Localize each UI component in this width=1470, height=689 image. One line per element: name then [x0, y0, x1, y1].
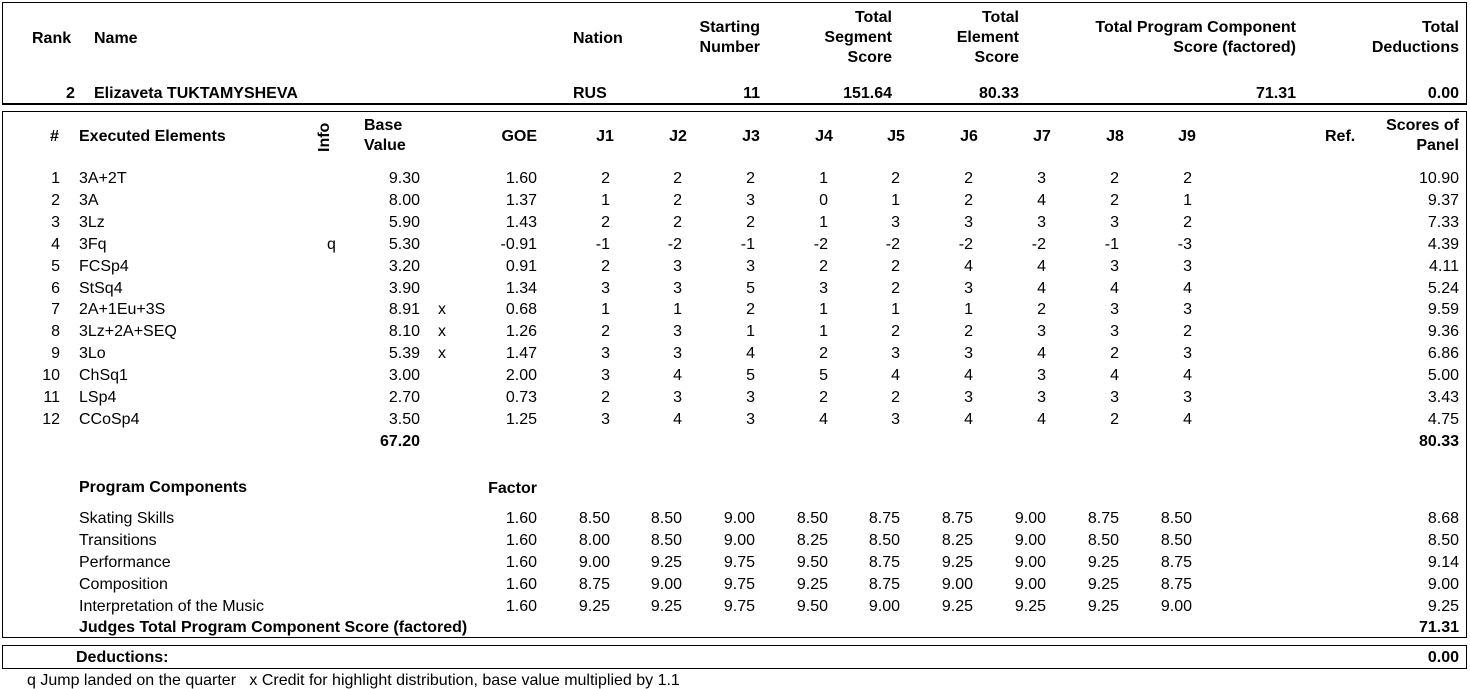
element-panel-score: 3.43 — [1427, 389, 1459, 406]
element-goe: 0.73 — [505, 389, 537, 406]
element-judge-score-j4: -2 — [813, 235, 828, 253]
starting-number-label-line-2: Number — [699, 39, 760, 56]
judge-header-j1: J1 — [596, 128, 614, 145]
skater-pcs: 71.31 — [1255, 85, 1296, 102]
element-judge-score-j1: 1 — [601, 191, 610, 209]
element-code: 2A+1Eu+3S — [79, 301, 166, 319]
element-judge-score-j4: 1 — [819, 323, 828, 341]
element-judge-score-j6: 3 — [964, 279, 973, 297]
component-judge-score-j2: 8.50 — [650, 532, 682, 549]
element-number: 12 — [42, 410, 60, 428]
element-panel-score: 5.24 — [1427, 279, 1459, 297]
element-judge-score-j4: 5 — [819, 367, 828, 385]
judge-header-j8: J8 — [1106, 128, 1124, 145]
element-judge-score-j7: 3 — [1037, 323, 1046, 341]
element-number: 1 — [51, 170, 60, 187]
element-base-value: 8.91 — [388, 301, 420, 319]
element-judge-score-j7: 3 — [1037, 213, 1046, 231]
element-number: 7 — [51, 301, 60, 319]
skater-tss: 151.64 — [843, 85, 892, 102]
element-judge-score-j4: 1 — [819, 213, 828, 231]
element-judge-score-j7: 4 — [1037, 345, 1046, 363]
element-panel-score: 5.00 — [1427, 367, 1459, 385]
component-judge-score-j3: 9.75 — [723, 554, 755, 571]
component-judge-score-j1: 8.75 — [578, 576, 610, 593]
element-base-value: 2.70 — [388, 389, 420, 406]
element-judge-score-j1: 3 — [601, 279, 610, 297]
element-judge-score-j1: 2 — [601, 323, 610, 341]
component-name: Composition — [79, 576, 168, 593]
element-judge-score-j2: 1 — [673, 301, 682, 319]
component-factor: 1.60 — [505, 532, 537, 549]
element-judge-score-j6: 2 — [964, 170, 973, 187]
component-judge-score-j2: 9.00 — [650, 576, 682, 593]
component-judge-score-j4: 8.25 — [796, 532, 828, 549]
element-code: ChSq1 — [79, 367, 128, 385]
element-judge-score-j6: 4 — [964, 410, 973, 428]
element-code: LSp4 — [79, 389, 117, 406]
element-judge-score-j6: 2 — [964, 323, 973, 341]
element-number: 4 — [51, 235, 60, 253]
judge-header-j9: J9 — [1178, 128, 1196, 145]
element-judge-score-j9: 2 — [1183, 213, 1192, 231]
element-goe: 1.43 — [505, 213, 537, 231]
element-judge-score-j4: 2 — [819, 389, 828, 406]
element-judge-score-j8: 3 — [1110, 257, 1119, 275]
component-judge-score-j3: 9.75 — [723, 598, 755, 615]
element-code: 3Lz+2A+SEQ — [79, 323, 177, 341]
skater-deductions: 0.00 — [1427, 85, 1459, 102]
element-judge-score-j2: 4 — [673, 367, 682, 385]
element-number: 3 — [51, 213, 60, 231]
component-judge-score-j5: 8.50 — [868, 532, 900, 549]
component-judge-score-j4: 8.50 — [796, 510, 828, 527]
tss-label-line-1: Total — [854, 9, 892, 26]
component-judge-score-j9: 9.00 — [1160, 598, 1192, 615]
component-judge-score-j2: 9.25 — [650, 598, 682, 615]
component-judge-score-j2: 9.25 — [650, 554, 682, 571]
base-value-header-line-1: Base — [364, 117, 403, 134]
element-number: 10 — [42, 367, 60, 385]
elements-panel-total: 80.33 — [1418, 433, 1459, 450]
component-panel-score: 9.25 — [1427, 598, 1459, 615]
element-judge-score-j4: 0 — [819, 191, 828, 209]
component-judge-score-j9: 8.50 — [1160, 510, 1192, 527]
deductions-header-label-line-1: Total — [1421, 19, 1459, 36]
component-judge-score-j1: 9.25 — [578, 598, 610, 615]
component-judge-score-j3: 9.00 — [723, 510, 755, 527]
element-bonus-marker: x — [438, 301, 446, 319]
element-judge-score-j2: 2 — [673, 191, 682, 209]
element-judge-score-j7: 2 — [1037, 301, 1046, 319]
element-judge-score-j5: 2 — [891, 279, 900, 297]
judge-header-j7: J7 — [1033, 128, 1051, 145]
element-judge-score-j5: 3 — [891, 410, 900, 428]
element-judge-score-j6: 4 — [964, 367, 973, 385]
rank-label: Rank — [32, 30, 72, 47]
program-components-header: Program Components — [79, 479, 248, 496]
element-judge-score-j7: 3 — [1037, 389, 1046, 406]
skater-summary-divider — [2, 103, 1467, 104]
element-base-value: 8.00 — [388, 191, 420, 209]
element-judge-score-j3: 3 — [746, 257, 755, 275]
component-judge-score-j3: 9.00 — [723, 532, 755, 549]
element-goe: 1.25 — [505, 410, 537, 428]
element-judge-score-j2: 2 — [673, 213, 682, 231]
element-judge-score-j6: 3 — [964, 213, 973, 231]
element-panel-score: 4.75 — [1427, 410, 1459, 428]
element-goe: 2.00 — [505, 367, 537, 385]
element-goe: 1.34 — [505, 279, 537, 297]
tes-label-line-3: Score — [974, 49, 1019, 66]
element-judge-score-j3: 2 — [746, 301, 755, 319]
element-judge-score-j1: 2 — [601, 257, 610, 275]
element-judge-score-j7: 3 — [1037, 170, 1046, 187]
element-judge-score-j9: 4 — [1183, 279, 1192, 297]
element-judge-score-j6: 2 — [964, 191, 973, 209]
element-judge-score-j4: 3 — [819, 279, 828, 297]
element-judge-score-j8: 4 — [1110, 367, 1119, 385]
element-judge-score-j9: 3 — [1183, 257, 1192, 275]
element-code: 3Lz — [79, 213, 105, 231]
starting-number-label-line-1: Starting — [699, 19, 760, 36]
element-judge-score-j4: 2 — [819, 257, 828, 275]
element-judge-score-j3: 5 — [746, 279, 755, 297]
judge-header-j3: J3 — [742, 128, 760, 145]
element-goe: 1.26 — [505, 323, 537, 341]
element-judge-score-j6: 3 — [964, 389, 973, 406]
element-base-value: 3.90 — [388, 279, 420, 297]
element-judge-score-j5: 2 — [891, 257, 900, 275]
base-value-header-line-2: Value — [364, 137, 406, 154]
ref-header: Ref. — [1325, 128, 1356, 145]
element-judge-score-j9: 3 — [1183, 389, 1192, 406]
element-judge-score-j5: 3 — [891, 213, 900, 231]
element-judge-score-j1: 1 — [601, 301, 610, 319]
element-goe: 0.91 — [505, 257, 537, 275]
element-panel-score: 6.86 — [1427, 345, 1459, 363]
element-base-value: 8.10 — [388, 323, 420, 341]
name-label: Name — [94, 30, 138, 47]
element-base-value: 9.30 — [388, 170, 420, 187]
element-judge-score-j8: -1 — [1104, 235, 1119, 253]
element-code: 3A — [79, 191, 99, 209]
component-judge-score-j7: 9.25 — [1014, 598, 1046, 615]
element-judge-score-j8: 4 — [1110, 279, 1119, 297]
component-judge-score-j1: 9.00 — [578, 554, 610, 571]
element-judge-score-j3: 5 — [746, 367, 755, 385]
component-factor: 1.60 — [505, 510, 537, 527]
element-base-value: 5.30 — [388, 235, 420, 253]
element-judge-score-j2: 3 — [673, 323, 682, 341]
component-judge-score-j9: 8.50 — [1160, 532, 1192, 549]
component-name: Performance — [79, 554, 171, 571]
element-judge-score-j9: 2 — [1183, 323, 1192, 341]
component-judge-score-j4: 9.50 — [796, 554, 828, 571]
element-judge-score-j1: 2 — [601, 389, 610, 406]
element-goe: -0.91 — [500, 235, 537, 253]
component-judge-score-j5: 8.75 — [868, 510, 900, 527]
element-judge-score-j2: 3 — [673, 279, 682, 297]
component-judge-score-j1: 8.00 — [578, 532, 610, 549]
scores-of-panel-header-line-2: Panel — [1416, 137, 1459, 154]
element-judge-score-j4: 2 — [819, 345, 828, 363]
element-judge-score-j3: 4 — [746, 345, 755, 363]
element-goe: 1.60 — [505, 170, 537, 187]
skater-nation: RUS — [573, 85, 607, 102]
component-name: Interpretation of the Music — [79, 598, 264, 615]
element-judge-score-j5: 2 — [891, 323, 900, 341]
element-number: 5 — [51, 257, 60, 275]
element-judge-score-j9: -3 — [1177, 235, 1192, 253]
skater-starting-number: 11 — [743, 85, 760, 102]
element-goe: 0.68 — [505, 301, 537, 319]
tss-label-line-2: Segment — [824, 29, 892, 46]
skater-name: Elizaveta TUKTAMYSHEVA — [94, 85, 298, 102]
element-code: StSq4 — [79, 279, 123, 297]
element-judge-score-j8: 3 — [1110, 301, 1119, 319]
nation-label: Nation — [573, 30, 623, 47]
component-judge-score-j8: 9.25 — [1087, 554, 1119, 571]
element-judge-score-j2: 3 — [673, 389, 682, 406]
element-panel-score: 10.90 — [1418, 170, 1459, 187]
element-judge-score-j2: -2 — [667, 235, 682, 253]
element-judge-score-j7: 4 — [1037, 191, 1046, 209]
component-judge-score-j8: 8.50 — [1087, 532, 1119, 549]
component-factor: 1.60 — [505, 554, 537, 571]
deductions-label: Deductions: — [76, 649, 169, 666]
element-judge-score-j4: 4 — [819, 410, 828, 428]
element-judge-score-j3: 2 — [746, 213, 755, 231]
element-judge-score-j5: 1 — [891, 191, 900, 209]
component-judge-score-j8: 8.75 — [1087, 510, 1119, 527]
element-judge-score-j3: -1 — [740, 235, 755, 253]
element-judge-score-j7: 3 — [1037, 367, 1046, 385]
element-code: 3Fq — [79, 235, 107, 253]
components-total-value: 71.31 — [1418, 619, 1459, 636]
element-number: 2 — [51, 191, 60, 209]
element-judge-score-j3: 3 — [746, 191, 755, 209]
element-judge-score-j5: 4 — [891, 367, 900, 385]
component-judge-score-j6: 9.25 — [941, 554, 973, 571]
element-judge-score-j2: 3 — [673, 345, 682, 363]
element-judge-score-j6: 1 — [964, 301, 973, 319]
tes-label-line-1: Total — [981, 9, 1019, 26]
component-judge-score-j9: 8.75 — [1160, 576, 1192, 593]
component-judge-score-j8: 9.25 — [1087, 576, 1119, 593]
element-judge-score-j5: 2 — [891, 389, 900, 406]
elements-base-value-total: 67.20 — [379, 433, 420, 450]
element-panel-score: 4.39 — [1427, 235, 1459, 253]
footnote: q Jump landed on the quarter x Credit for highlight distribution, base value multiplied by 1.1 — [27, 672, 680, 689]
element-judge-score-j8: 2 — [1110, 345, 1119, 363]
element-judge-score-j4: 1 — [819, 170, 828, 187]
element-judge-score-j5: 3 — [891, 345, 900, 363]
element-judge-score-j1: 3 — [601, 345, 610, 363]
component-judge-score-j6: 8.25 — [941, 532, 973, 549]
element-judge-score-j5: 2 — [891, 170, 900, 187]
element-base-value: 3.20 — [388, 257, 420, 275]
component-judge-score-j6: 9.00 — [941, 576, 973, 593]
element-base-value: 3.00 — [388, 367, 420, 385]
element-number: 9 — [51, 345, 60, 363]
component-judge-score-j8: 9.25 — [1087, 598, 1119, 615]
element-judge-score-j3: 2 — [746, 170, 755, 187]
element-judge-score-j1: 3 — [601, 367, 610, 385]
element-judge-score-j9: 3 — [1183, 345, 1192, 363]
element-panel-score: 4.11 — [1429, 257, 1459, 275]
element-judge-score-j6: 4 — [964, 257, 973, 275]
component-judge-score-j9: 8.75 — [1160, 554, 1192, 571]
skater-rank: 2 — [66, 85, 75, 102]
element-bonus-marker: x — [438, 323, 446, 341]
tss-label-line-3: Score — [847, 49, 892, 66]
element-judge-score-j5: 1 — [891, 301, 900, 319]
element-judge-score-j8: 2 — [1110, 191, 1119, 209]
element-judge-score-j1: 3 — [601, 410, 610, 428]
judge-header-j2: J2 — [669, 128, 687, 145]
factor-header: Factor — [488, 480, 537, 497]
components-total-label: Judges Total Program Component Score (factored) — [79, 619, 468, 636]
component-judge-score-j5: 9.00 — [868, 598, 900, 615]
component-judge-score-j1: 8.50 — [578, 510, 610, 527]
element-info: q — [327, 235, 336, 253]
element-judge-score-j1: 2 — [601, 170, 610, 187]
component-judge-score-j2: 8.50 — [650, 510, 682, 527]
judge-header-j4: J4 — [815, 128, 833, 145]
tes-label-line-2: Element — [956, 29, 1019, 46]
element-judge-score-j7: -2 — [1031, 235, 1046, 253]
element-panel-score: 9.59 — [1427, 301, 1459, 319]
component-factor: 1.60 — [505, 576, 537, 593]
element-base-value: 3.50 — [388, 410, 420, 428]
element-panel-score: 9.36 — [1427, 323, 1459, 341]
element-code: CCoSp4 — [79, 410, 140, 428]
pcs-label-line-1: Total Program Component — [1095, 19, 1296, 36]
element-panel-score: 9.37 — [1427, 191, 1459, 209]
element-judge-score-j3: 1 — [746, 323, 755, 341]
component-judge-score-j6: 8.75 — [941, 510, 973, 527]
skater-tes: 80.33 — [978, 85, 1019, 102]
component-judge-score-j7: 9.00 — [1014, 576, 1046, 593]
component-judge-score-j4: 9.50 — [796, 598, 828, 615]
component-judge-score-j4: 9.25 — [796, 576, 828, 593]
element-judge-score-j9: 4 — [1183, 410, 1192, 428]
element-judge-score-j6: -2 — [958, 235, 973, 253]
element-judge-score-j2: 2 — [673, 170, 682, 187]
element-judge-score-j2: 3 — [673, 257, 682, 275]
component-judge-score-j7: 9.00 — [1014, 554, 1046, 571]
element-number: 6 — [51, 279, 60, 297]
component-name: Transitions — [79, 532, 157, 549]
component-judge-score-j5: 8.75 — [868, 554, 900, 571]
element-judge-score-j2: 4 — [673, 410, 682, 428]
element-judge-score-j7: 4 — [1037, 257, 1046, 275]
component-panel-score: 8.50 — [1427, 532, 1459, 549]
element-judge-score-j6: 3 — [964, 345, 973, 363]
element-judge-score-j5: -2 — [885, 235, 900, 253]
num-header: # — [50, 128, 59, 145]
element-judge-score-j1: -1 — [595, 235, 610, 253]
component-panel-score: 8.68 — [1427, 510, 1459, 527]
element-judge-score-j8: 3 — [1110, 213, 1119, 231]
element-judge-score-j8: 3 — [1110, 389, 1119, 406]
judge-header-j5: J5 — [887, 128, 905, 145]
component-factor: 1.60 — [505, 598, 537, 615]
element-number: 11 — [43, 389, 60, 406]
pcs-label-line-2: Score (factored) — [1173, 39, 1296, 56]
element-judge-score-j7: 4 — [1037, 279, 1046, 297]
element-base-value: 5.39 — [388, 345, 420, 363]
element-goe: 1.37 — [505, 191, 537, 209]
component-judge-score-j5: 8.75 — [868, 576, 900, 593]
element-code: 3Lo — [79, 345, 106, 363]
element-code: FCSp4 — [79, 257, 129, 275]
element-judge-score-j3: 3 — [746, 410, 755, 428]
element-panel-score: 7.33 — [1427, 213, 1459, 231]
deductions-value: 0.00 — [1427, 649, 1459, 666]
element-judge-score-j9: 3 — [1183, 301, 1192, 319]
scores-of-panel-header-line-1: Scores of — [1386, 117, 1459, 134]
component-panel-score: 9.14 — [1427, 554, 1459, 571]
component-judge-score-j3: 9.75 — [723, 576, 755, 593]
component-judge-score-j7: 9.00 — [1014, 510, 1046, 527]
component-panel-score: 9.00 — [1427, 576, 1459, 593]
judge-header-j6: J6 — [960, 128, 978, 145]
element-judge-score-j7: 4 — [1037, 410, 1046, 428]
component-judge-score-j7: 9.00 — [1014, 532, 1046, 549]
element-number: 8 — [51, 323, 60, 341]
element-judge-score-j8: 3 — [1110, 323, 1119, 341]
element-judge-score-j9: 4 — [1183, 367, 1192, 385]
element-judge-score-j9: 2 — [1183, 170, 1192, 187]
element-goe: 1.47 — [505, 345, 537, 363]
element-judge-score-j3: 3 — [746, 389, 755, 406]
component-judge-score-j6: 9.25 — [941, 598, 973, 615]
element-judge-score-j4: 1 — [819, 301, 828, 319]
element-judge-score-j1: 2 — [601, 213, 610, 231]
element-code: 3A+2T — [79, 170, 127, 187]
executed-elements-header: Executed Elements — [79, 128, 226, 145]
element-judge-score-j8: 2 — [1110, 410, 1119, 428]
element-judge-score-j8: 2 — [1110, 170, 1119, 187]
deductions-box — [2, 645, 1467, 669]
info-header: Info — [316, 122, 333, 152]
component-name: Skating Skills — [79, 510, 175, 527]
element-bonus-marker: x — [438, 345, 446, 363]
deductions-header-label-line-2: Deductions — [1371, 39, 1459, 56]
element-base-value: 5.90 — [388, 213, 420, 231]
goe-header: GOE — [501, 128, 537, 145]
element-judge-score-j9: 1 — [1183, 191, 1192, 209]
